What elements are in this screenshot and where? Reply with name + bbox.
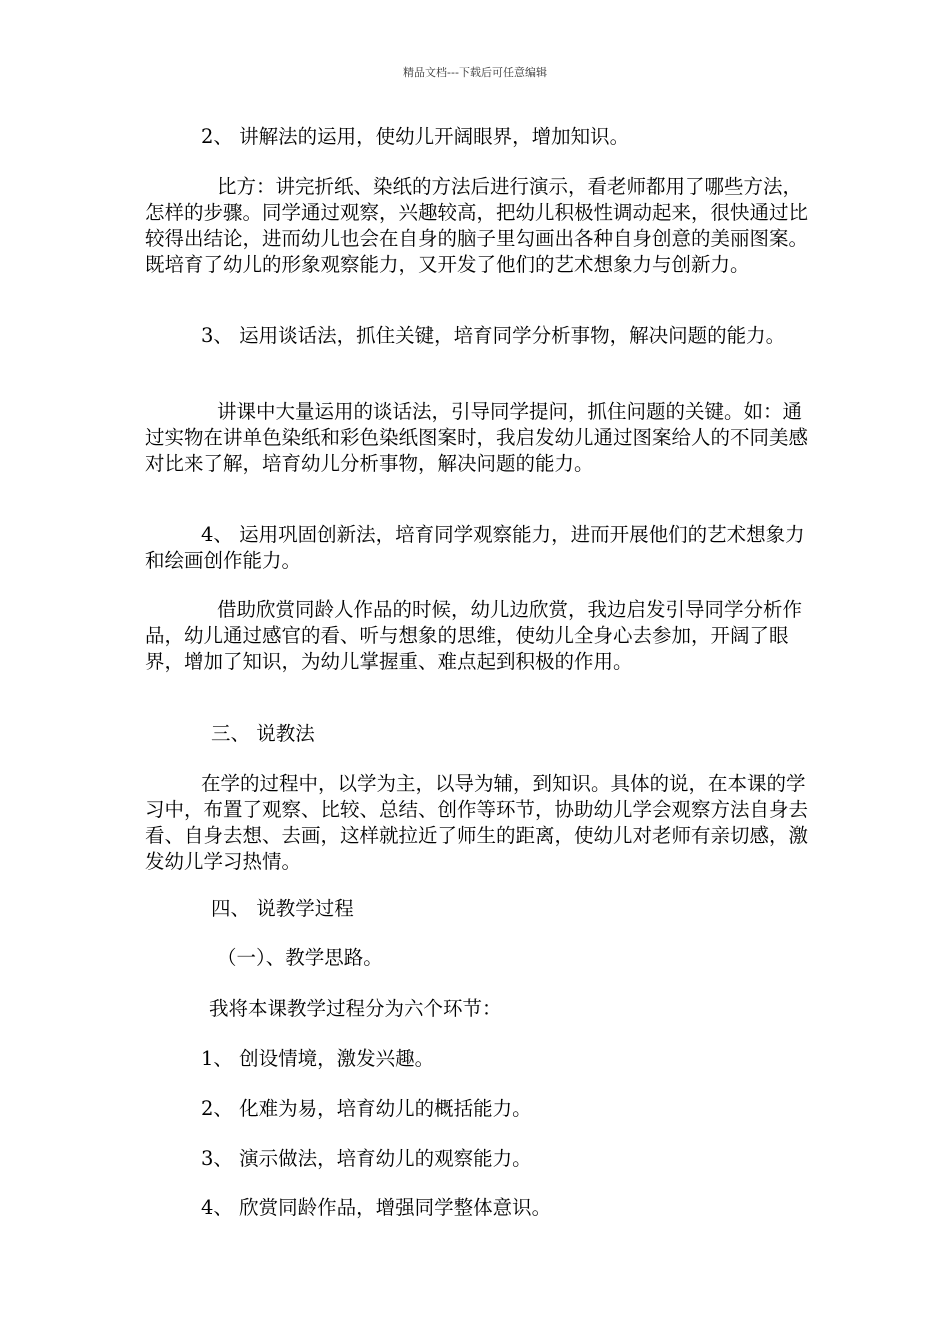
item-3-conversation-method: 3、 运用谈话法，抓住关键，培育同学分析事物，解决问题的能力。	[201, 324, 786, 347]
paragraph-appreciation-detail: 借助欣赏同龄人作品的时候，幼儿边欣赏，我边启发引导同学分析作品，幼儿通过感官的看、听与想象的思维，使幼儿全身心去参加，开阔了眼界，增加了知识，为幼儿掌握重、难点起到积极的作用。	[145, 598, 803, 673]
step-1: 1、 创设情境，激发兴趣。	[201, 1047, 435, 1070]
step-4: 4、 欣赏同龄作品，增强同学整体意识。	[201, 1196, 552, 1219]
item-4-consolidation-method: 4、 运用巩固创新法，培育同学观察能力，进而开展他们的艺术想象力和绘画创作能力。	[145, 523, 805, 572]
paragraph-teaching-method: 在学的过程中，以学为主，以导为辅，到知识。具体的说，在本课的学习中，布置了观察、比较、总结、创作等环节，协助幼儿学会观察方法自身去看、自身去想、去画，这样就拉近了师生的距离，使幼儿对老师有亲切感，激发幼儿学习热情。	[145, 772, 809, 873]
paragraph-conversation-detail: 讲课中大量运用的谈话法，引导同学提问，抓住问题的关键。如：通过实物在讲单色染纸和彩色染纸图案时，我启发幼儿通过图案给人的不同美感对比来了解，培育幼儿分析事物，解决问题的能力。	[145, 400, 809, 475]
step-3: 3、 演示做法，培育幼儿的观察能力。	[201, 1147, 532, 1170]
subheading-teaching-approach: （一）、教学思路。	[217, 946, 383, 969]
step-2: 2、 化难为易，培育幼儿的概括能力。	[201, 1097, 532, 1120]
paragraph-example-demonstration: 比方：讲完折纸、染纸的方法后进行演示，看老师都用了哪些方法，怎样的步骤。同学通过观察，兴趣较高，把幼儿积极性调动起来，很快通过比较得出结论，进而幼儿也会在自身的脑子里勾画出各种自身创意的美丽图案。既培育了幼儿的形象观察能力，又开发了他们的艺术想象力与创新力。	[145, 175, 809, 276]
page-header: 精品文档---下载后可任意编辑	[403, 66, 547, 79]
section-heading-teaching-method: 三、 说教法	[211, 722, 315, 745]
paragraph-six-steps-intro: 我将本课教学过程分为六个环节：	[209, 997, 502, 1020]
item-2-lecture-method: 2、 讲解法的运用，使幼儿开阔眼界，增加知识。	[201, 125, 630, 148]
section-heading-teaching-process: 四、 说教学过程	[211, 897, 354, 920]
